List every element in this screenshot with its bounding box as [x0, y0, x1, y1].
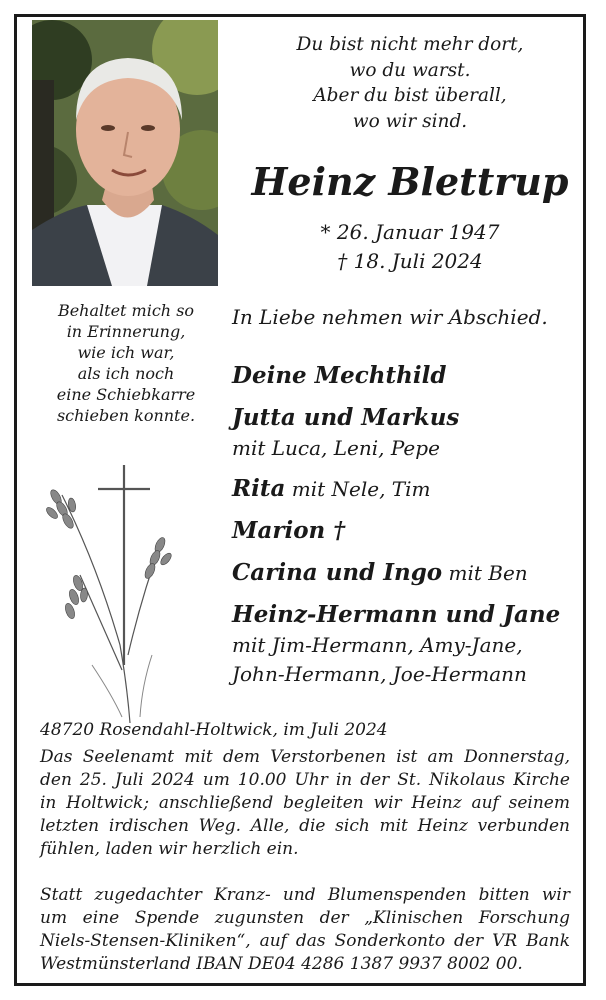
- service-line: den 25. Juli 2024 um 10.00 Uhr in der St. Nikolaus Kirche: [40, 770, 570, 790]
- portrait-photo: [32, 20, 218, 286]
- service-line: letzten irdischen Weg. Alle, die sich mit Heinz verbunden: [40, 816, 570, 836]
- service-paragraph: [40, 746, 570, 861]
- poem: [228, 32, 592, 134]
- place-date-line: 48720 Rosendahl-Holtwick, im Juli 2024: [40, 720, 388, 740]
- service-line: in Holtwick; anschließend begleiten wir Heinz auf seinem: [40, 793, 570, 813]
- service-line: Das Seelenamt mit dem Verstorbenen ist am Donnerstag,: [40, 747, 570, 767]
- deceased-name: Heinz Blettrup: [251, 159, 569, 204]
- family-list: [232, 360, 592, 689]
- birth-date: * 26. Januar 1947: [320, 220, 500, 244]
- family-children: mit Luca, Leni, Pepe: [232, 436, 440, 460]
- family-member: Heinz-Hermann und Jane: [232, 601, 561, 628]
- donation-line: Niels-Stensen-Kliniken“, auf das Sonderkonto der VR Bank: [40, 931, 570, 951]
- poem-line: Du bist nicht mehr dort,: [296, 34, 524, 55]
- family-member: Jutta und Markus: [232, 404, 460, 431]
- motto-line: Behaltet mich so: [57, 301, 195, 320]
- motto: [34, 300, 218, 426]
- family-children: mit Jim-Hermann, Amy-Jane,: [232, 633, 523, 657]
- donation-line: um eine Spende zugunsten der „Klinischen Forschung: [40, 908, 570, 928]
- motto-line: in Erinnerung,: [66, 322, 186, 341]
- motto-line: schieben konnte.: [56, 406, 196, 425]
- life-dates: [228, 218, 592, 276]
- service-line: fühlen, laden wir herzlich ein.: [40, 839, 299, 859]
- poem-line: Aber du bist überall,: [313, 85, 507, 106]
- donation-line: Statt zugedachter Kranz- und Blumenspenden bitten wir: [40, 885, 570, 905]
- cross-wheat-illustration: [42, 455, 182, 725]
- donation-paragraph: [40, 884, 570, 976]
- death-date: † 18. Juli 2024: [337, 249, 483, 273]
- poem-line: wo du warst.: [349, 59, 471, 81]
- farewell-text: In Liebe nehmen wir Abschied.: [232, 305, 548, 329]
- poem-line: wo wir sind.: [352, 110, 468, 132]
- family-member: Rita mit Nele, Tim: [232, 475, 431, 502]
- family-member: Marion †: [232, 517, 346, 544]
- family-children: John-Hermann, Joe-Hermann: [232, 662, 527, 686]
- family-member: Deine Mechthild: [232, 362, 447, 389]
- motto-line: wie ich war,: [77, 343, 175, 362]
- motto-line: als ich noch: [77, 364, 175, 383]
- motto-line: eine Schiebkarre: [56, 385, 196, 404]
- family-member: Carina und Ingo mit Ben: [232, 559, 528, 586]
- donation-line: Westmünsterland IBAN DE04 4286 1387 9937 8002 00.: [40, 954, 523, 974]
